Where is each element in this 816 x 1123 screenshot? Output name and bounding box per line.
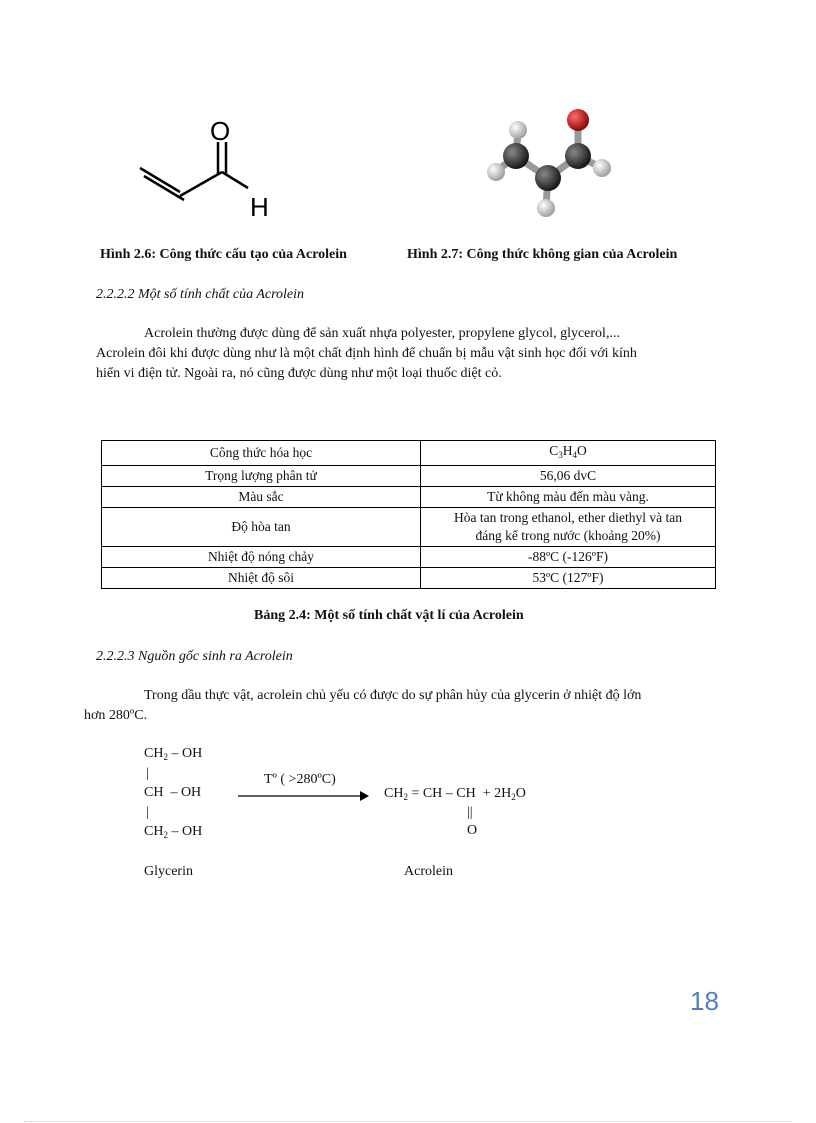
paragraph-line: Acrolein đôi khi được dùng như là một chất định hình để chuẩn bị mẫu vật sinh học đối với kính [96,346,637,361]
glycerin-line-1: $CH_2$ – OH [144,746,203,762]
table-cell-value: Từ không màu đến màu vàng. [421,487,716,508]
table-cell-value: $C_3H_4O$ [421,441,716,466]
acrolein-ball-and-stick-model [478,104,628,224]
figure-2-7-caption: Hình 2.7: Công thức không gian của Acrolein [407,247,678,262]
reaction-condition: Tº ( >280ºC) [264,772,336,787]
table-row [102,547,716,568]
bond-bar: | [146,766,149,781]
glycerin-line-2: CH – OH [144,785,202,800]
physical-properties-table [101,440,716,589]
reaction-arrow [238,790,370,802]
table-cell-value: 53ºC (127ºF) [421,568,716,589]
properties-paragraph [96,324,712,384]
table-cell-label: Màu sắc [102,487,421,508]
figure-2-6-caption: Hình 2.6: Công thức cấu tạo của Acrolein [100,247,347,262]
table-cell-label: Trọng lượng phân tử [102,466,421,487]
table-cell-label: Công thức hóa học [102,441,421,466]
acrolein-product-formula: $CH_2$ = CH – CH + $2H_2O$ [384,786,526,802]
table-cell-label: Độ hòa tan [102,508,421,547]
table-cell-value: 56,06 dvC [421,466,716,487]
paragraph-line: hơn 280ºC. [84,708,148,723]
double-bond-bar: || [467,805,473,820]
page-number: 18 [690,986,719,1016]
table-row [102,568,716,589]
origin-paragraph [84,686,712,726]
oxygen-atom-label: O [210,116,231,146]
paragraph-line: Trong dầu thực vật, acrolein chủ yếu có được do sự phân hủy của glycerin ở nhiệt độ lớn [144,688,642,703]
table-cell-value: -88ºC (-126ºF) [421,547,716,568]
section-heading-properties: 2.2.2.2 Một số tính chất của Acrolein [96,287,305,302]
table-row [102,466,716,487]
product-label: Acrolein [404,864,453,879]
footer-divider [24,1121,792,1122]
table-row [102,441,716,466]
table-row [102,508,716,547]
bond-bar: | [146,805,149,820]
table-row [102,487,716,508]
reactant-label: Glycerin [144,864,193,879]
section-heading-origin: 2.2.2.3 Nguồn gốc sinh ra Acrolein [96,649,293,664]
paragraph-line: hiển vi điện tử. Ngoài ra, nó cũng được dùng như một loại thuốc diệt cỏ. [96,366,502,381]
carbonyl-oxygen: O [467,823,478,838]
table-cell-value: Hòa tan trong ethanol, ether diethyl và tan đáng kể trong nước (khoảng 20%) [421,508,716,547]
acrolein-skeletal-formula [130,110,290,230]
table-cell-label: Nhiệt độ nóng chảy [102,547,421,568]
table-cell-label: Nhiệt độ sôi [102,568,421,589]
glycerin-line-3: $CH_2$ – OH [144,824,203,840]
hydrogen-atom-label: H [250,192,269,222]
paragraph-line: Acrolein thường được dùng để sản xuất nhựa polyester, propylene glycol, glycerol,... [144,326,620,341]
table-caption: Bảng 2.4: Một số tính chất vật lí của Acrolein [254,608,524,623]
